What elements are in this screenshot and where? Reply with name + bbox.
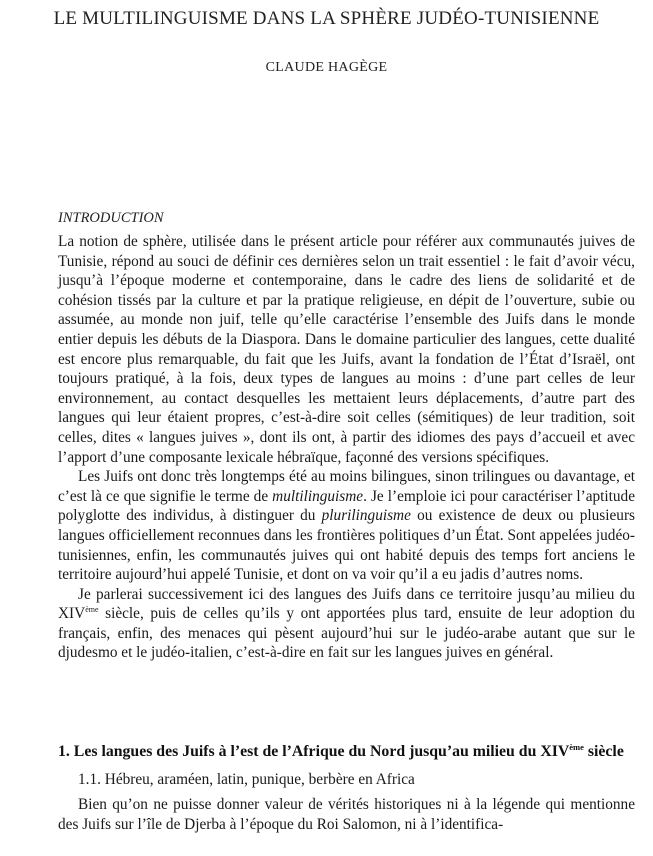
paragraph: La notion de sphère, utilisée dans le présent article pour référer aux communautés juives de Tunisie, répond au souci de définir ces dernières selon un trait essentiel : le fait d’avoir vécu, jusqu’à l’époque moderne et contemporaine, dans le cadre des liens de solidarité et de cohésion tissés par la culture et par la pratique religieuse, en dépit de l’ouverture, subie ou assumée, au monde non juif, telle qu’elle caractérise l’ensemble des Juifs dans le monde entier depuis les débuts de la Diaspora. Dans le domaine particulier des langues, cette dualité est encore plus remarquable, du fait que les Juifs, avant la fondation de l’État d’Israël, ont toujours pratiqué, à la fois, deux types de langues au moins : d’une part celles de leur environnement, au contact desquelles les mettaient leurs déplacements, d’autre part des langues qui leur étaient propres, c’est-à-dire soit celles (sémitiques) de leur tradition, soit celles, dites « langues juives », dont ils ont, à partir des idiomes des pays d’accueil et avec l’apport d’une composante lexicale hébraïque, façonné des versions spécifiques. <box>58 233 635 466</box>
section-body <box>58 795 635 834</box>
section-heading <box>58 743 624 761</box>
introduction-heading: INTRODUCTION <box>58 210 164 226</box>
emphasis-term: plurilinguisme <box>321 507 411 525</box>
heading-text: 1. Les langues des Juifs à l’est de l’Afrique du Nord jusqu’au milieu du XIV <box>58 743 570 760</box>
author-name: CLAUDE HAGÈGE <box>265 60 388 75</box>
heading-text: siècle <box>583 743 624 760</box>
text-span: . Je l’emploie ici pour caractériser l’aptitude polyglotte des individus, à distinguer du <box>58 487 635 525</box>
text-span: ou existence de deux ou plusieurs langues officiellement reconnues dans les frontières politiques d’un État. Sont appelées judéo-tunisiennes, enfin, les communautés juives qui ont habité depuis des temps fort anciens le territoire aujourd’hui appelé Tunisie, et dont on va voir qu’il a eu jadis d’autres noms. <box>58 507 635 584</box>
emphasis-term: multilinguisme <box>272 487 364 505</box>
text-span: Je parlerai successivement ici des langues des Juifs dans ce territoire jusqu’au milieu du XIV <box>58 585 635 623</box>
introduction-body <box>58 232 635 663</box>
superscript: ème <box>85 605 99 615</box>
text-span: Les Juifs ont donc très longtemps été au moins bilingues, sinon trilingues ou davantage, et c’est là ce que signifie le terme de <box>58 468 635 505</box>
superscript: ème <box>569 742 584 752</box>
text-span: siècle, puis de celles qu’ils y ont apportées plus tard, ensuite de leur adoption du français, enfin, des menaces qui pèsent aujourd’hui sur le judéo-arabe autant que sur le djudesmo et le judéo-italien, c’est-à-dire en fait sur les langues juives en général. <box>58 605 635 662</box>
paragraph: Bien qu’on ne puisse donner valeur de vérités historiques ni à la légende qui mentionne des Juifs sur l’île de Djerba à l’époque du Roi Salomon, ni à l’identifica- <box>58 796 635 833</box>
paragraph <box>58 467 635 585</box>
subsection-heading: 1.1. Hébreu, araméen, latin, punique, berbère en Africa <box>78 771 415 788</box>
paragraph <box>58 585 635 663</box>
article-title: LE MULTILINGUISME DANS LA SPHÈRE JUDÉO-TUNISIENNE <box>53 8 600 29</box>
